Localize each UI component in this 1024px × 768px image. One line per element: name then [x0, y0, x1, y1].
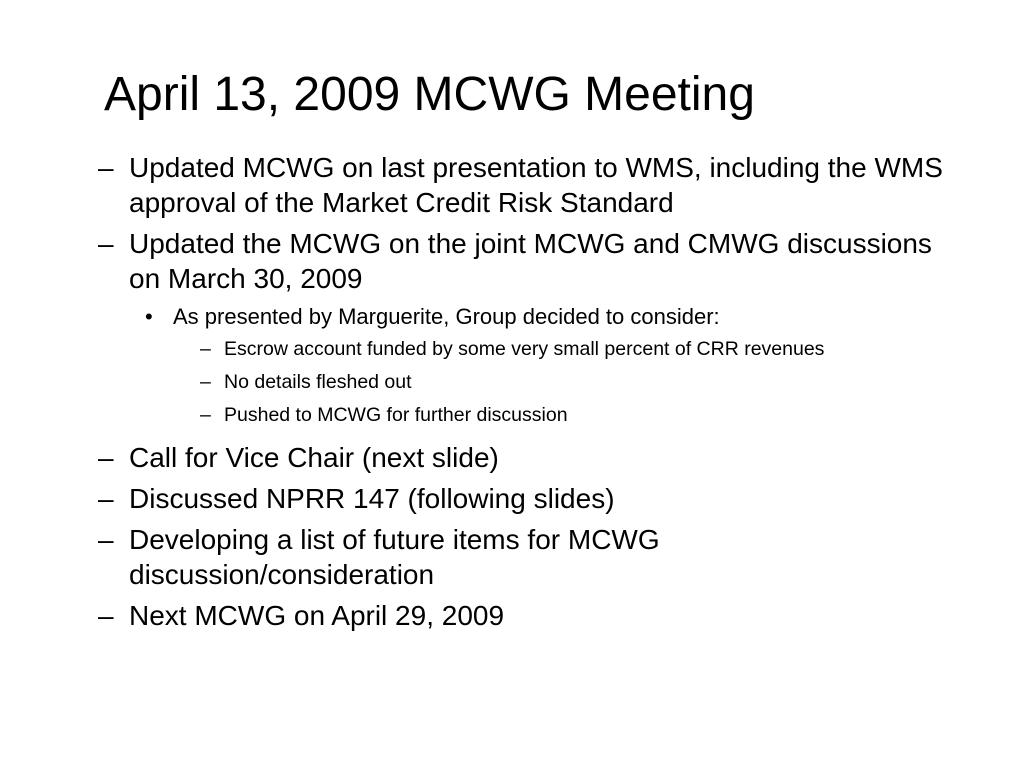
dash-marker: – [98, 524, 114, 555]
list-item-text: No details fleshed out [224, 371, 412, 393]
dash-marker: – [98, 152, 114, 183]
list-item [96, 481, 996, 516]
dash-marker: – [98, 228, 114, 259]
list-item [96, 402, 996, 428]
dash-marker: – [98, 483, 114, 514]
dash-marker: – [98, 600, 114, 631]
list-item [96, 150, 999, 220]
list-item-text: Updated the MCWG on the joint MCWG and CMWG discussions on March 30, 2009 [129, 228, 932, 294]
list-item-text: Call for Vice Chair (next slide) [129, 442, 499, 473]
list-item [96, 369, 996, 395]
list-item-text: Discussed NPRR 147 (following slides) [129, 483, 615, 514]
dash-marker: – [98, 442, 114, 473]
list-item [96, 302, 996, 332]
list-item [96, 598, 996, 633]
list-item-text: Developing a list of future items for MCWG discussion/consideration [129, 524, 660, 590]
bullet-marker: • [145, 304, 153, 329]
list-item-text: Next MCWG on April 29, 2009 [129, 600, 505, 631]
list-item [96, 440, 996, 475]
list-item-text: Pushed to MCWG for further discussion [224, 404, 568, 426]
dash-marker: – [200, 371, 211, 393]
bullet-list [96, 150, 996, 639]
list-item [96, 522, 849, 592]
list-item-text: Updated MCWG on last presentation to WMS, including the WMS approval of the Market Credit Risk Standard [129, 152, 943, 218]
dash-marker: – [200, 404, 211, 426]
slide-title: April 13, 2009 MCWG Meeting [104, 68, 755, 121]
dash-marker: – [200, 338, 211, 360]
list-item [96, 226, 959, 296]
list-item-text: As presented by Marguerite, Group decided to consider: [173, 304, 720, 329]
list-item-text: Escrow account funded by some very small percent of CRR revenues [224, 338, 825, 360]
list-item [96, 336, 1024, 362]
